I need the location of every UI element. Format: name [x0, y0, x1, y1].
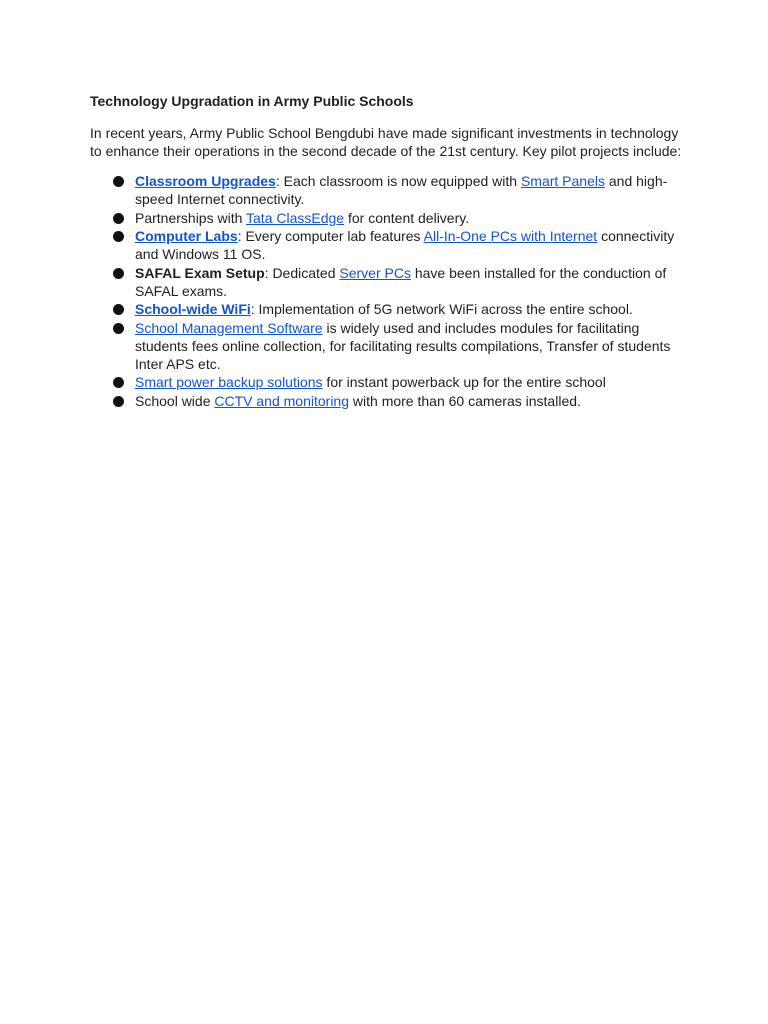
list-item-text: : Every computer lab features [237, 228, 424, 244]
list-item-school-wide-wifi [90, 300, 682, 318]
bullet-icon [113, 268, 124, 279]
document-page [90, 92, 682, 410]
classroom-upgrades-link[interactable]: Classroom Upgrades [135, 173, 276, 189]
list-item-safal-exam-setup [90, 264, 682, 300]
safal-exam-setup-label: SAFAL Exam Setup [135, 264, 265, 281]
bullet-icon [113, 231, 124, 242]
bullet-icon [113, 213, 124, 224]
list-item-text: Partnerships with [135, 209, 247, 226]
list-item-text: have been installed for the conduction of SAFAL exams. [135, 264, 667, 299]
smart-power-backup-link[interactable]: Smart power backup solutions [135, 374, 323, 390]
list-item-text: is widely used and includes modules for facilitating students fees online collection, for facilitating results compilations, Transfer of students Inter APS etc. [135, 319, 671, 372]
bullet-icon [113, 377, 124, 388]
list-item-text: with more than 60 cameras installed. [349, 392, 581, 409]
list-item-computer-labs [90, 227, 682, 263]
computer-labs-link[interactable]: Computer Labs [135, 228, 238, 244]
list-item-school-management-software [90, 319, 682, 373]
list-item-text: connectivity and Windows 11 OS. [135, 228, 675, 262]
tata-classedge-link[interactable]: Tata ClassEdge [246, 209, 345, 226]
cctv-monitoring-link[interactable]: CCTV and monitoring [214, 392, 350, 409]
list-item-classroom-upgrades [90, 172, 682, 208]
list-item-text: : Dedicated [264, 264, 340, 281]
all-in-one-pcs-link[interactable]: All-In-One PCs with Internet [423, 228, 598, 244]
intro-paragraph: In recent years, Army Public School Bengdubi have made significant investments in technology to enhance their operations in the second decade of the 21st century. Key pilot projects include: [90, 125, 682, 159]
bullet-icon [113, 304, 124, 315]
list-item-smart-power-backup [90, 373, 682, 391]
list-item-text: School wide [135, 392, 215, 409]
server-pcs-link[interactable]: Server PCs [339, 264, 411, 281]
pilot-projects-list [90, 172, 682, 410]
bullet-icon [113, 323, 124, 334]
smart-panels-link[interactable]: Smart Panels [520, 173, 605, 189]
bullet-icon [113, 396, 124, 407]
list-item-text: : Implementation of 5G network WiFi across the entire school. [250, 301, 633, 317]
list-item-text: for content delivery. [344, 209, 470, 226]
school-wide-wifi-link[interactable]: School-wide WiFi [135, 301, 251, 317]
list-item-partnerships [90, 209, 682, 227]
list-item-text: for instant powerback up for the entire school [322, 374, 606, 390]
document-title: Technology Upgradation in Army Public Schools [90, 93, 414, 109]
bullet-icon [113, 176, 124, 187]
list-item-text: : Each classroom is now equipped with [275, 173, 521, 189]
list-item-cctv [90, 392, 682, 410]
school-management-software-link[interactable]: School Management Software [135, 319, 323, 336]
list-item-text: and high-speed Internet connectivity. [135, 173, 668, 207]
